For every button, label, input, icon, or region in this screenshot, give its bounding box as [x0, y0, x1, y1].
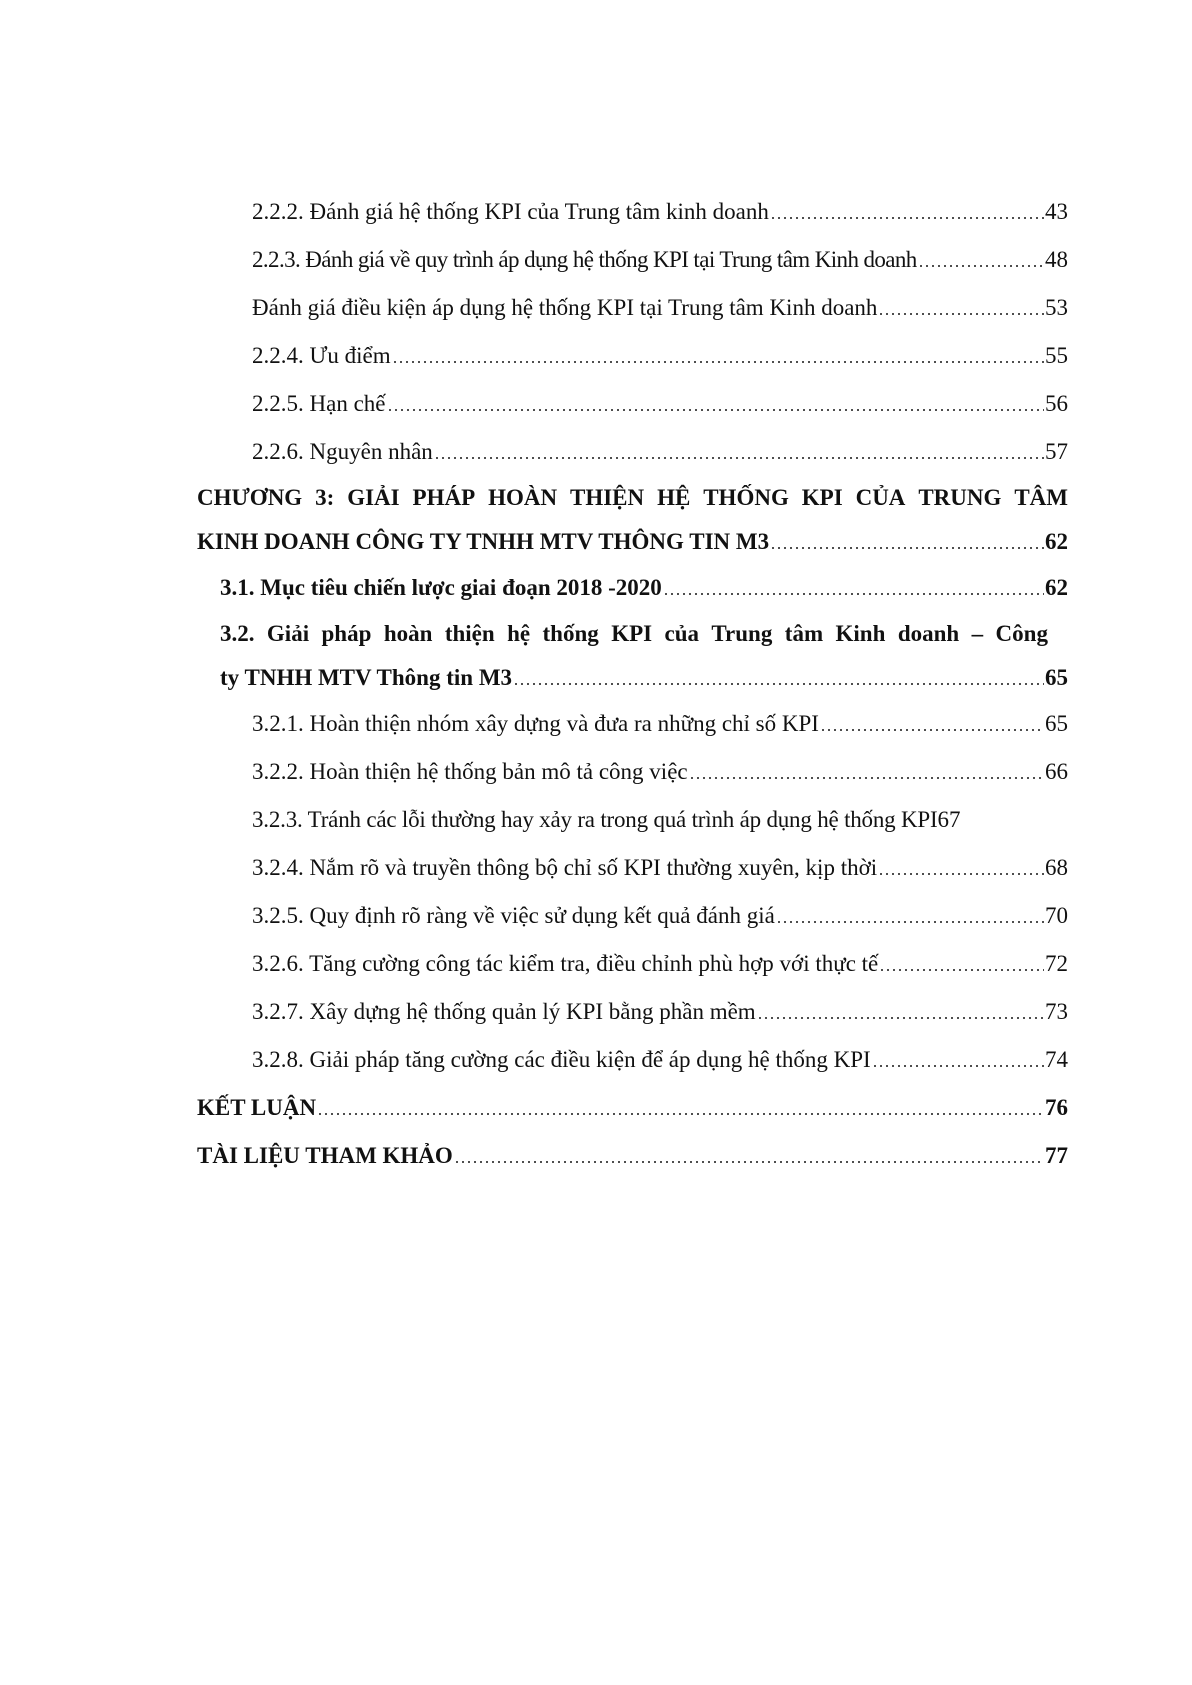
title-word: tâm — [784, 621, 824, 646]
title-word: thiện — [444, 621, 495, 646]
title-word: HOÀN — [488, 485, 558, 510]
dot-leader — [689, 762, 1044, 782]
title-word: HỆ — [657, 485, 691, 510]
toc-entry-title: 2.2.5. Hạn chế — [252, 391, 386, 416]
dot-leader — [454, 1146, 1044, 1166]
toc-entry-3-1[interactable] — [0, 564, 1068, 612]
title-word: Kinh — [835, 621, 886, 646]
toc-entry-3-2-5[interactable] — [0, 892, 1068, 940]
toc-entry-3-2-1[interactable] — [0, 700, 1068, 748]
title-word: TRUNG — [918, 485, 1002, 510]
title-word: THỐNG — [703, 485, 789, 510]
title-word: 3.2. — [220, 621, 255, 646]
title-word: doanh — [897, 621, 960, 646]
chapter-3-title-line-1 — [197, 476, 1068, 520]
toc-entry-title: 2.2.6. Nguyên nhân — [252, 439, 433, 464]
toc-entry-title: 3.1. Mục tiêu chiến lược giai đoạn 2018 -2020 — [220, 575, 662, 600]
toc-entry-title: 3.2.4. Nắm rõ và truyền thông bộ chỉ số KPI thường xuyên, kịp thời — [252, 855, 878, 880]
toc-entry-page: 70 — [1045, 903, 1068, 928]
toc-entry-page: 77 — [1045, 1143, 1068, 1168]
toc-entry-title: 3.2.5. Quy định rõ ràng về việc sử dụng kết quả đánh giá — [252, 903, 775, 928]
chapter-3-title-line-2 — [197, 520, 1068, 564]
toc-entry-page: 48 — [1045, 247, 1068, 272]
dot-leader — [757, 1002, 1044, 1022]
toc-entry-title: KINH DOANH CÔNG TY TNHH MTV THÔNG TIN M3 — [197, 529, 770, 554]
title-word: KPI — [611, 621, 653, 646]
title-word: CỦA — [855, 485, 906, 510]
title-word: pháp — [321, 621, 372, 646]
toc-entry-3-2-3[interactable] — [0, 796, 1068, 844]
dot-leader — [879, 954, 1044, 974]
toc-entry-title: 2.2.3. Đánh giá về quy trình áp dụng hệ thống KPI tại Trung tâm Kinh doanh — [252, 247, 917, 272]
title-word: của — [664, 621, 699, 646]
title-word: CHƯƠNG — [197, 485, 303, 510]
toc-entry-2-2-3[interactable] — [0, 236, 1068, 284]
title-word: Giải — [266, 621, 310, 646]
title-word: Công — [995, 621, 1048, 646]
toc-entry-page: 56 — [1045, 391, 1068, 416]
dot-leader — [434, 442, 1044, 462]
title-word: – — [971, 621, 984, 646]
toc-entry-title: TÀI LIỆU THAM KHẢO — [197, 1143, 453, 1168]
dot-leader — [663, 578, 1044, 598]
toc-entry-title: ty TNHH MTV Thông tin M3 — [220, 665, 513, 690]
toc-entry-3-2-4[interactable] — [0, 844, 1068, 892]
section-3-2-title-line-1 — [220, 612, 1048, 656]
toc-entry-2-2-6[interactable] — [0, 428, 1068, 476]
title-word: TÂM — [1014, 485, 1068, 510]
dot-leader — [820, 714, 1044, 734]
dot-leader — [770, 532, 1044, 552]
title-word: hoàn — [383, 621, 433, 646]
toc-entry-2-2-4[interactable] — [0, 332, 1068, 380]
toc-entry-3-2-6[interactable] — [0, 940, 1068, 988]
toc-entry-title: 3.2.3. Tránh các lỗi thường hay xảy ra trong quá trình áp dụng hệ thống KPI — [252, 807, 938, 832]
toc-entry-chapter-3[interactable] — [0, 476, 1068, 564]
toc-entry-page: 67 — [937, 807, 961, 832]
toc-entry-page: 53 — [1045, 295, 1068, 320]
toc-entry-title: 3.2.1. Hoàn thiện nhóm xây dựng và đưa ra những chỉ số KPI — [252, 711, 819, 736]
title-word: PHÁP — [412, 485, 476, 510]
toc-entry-2-2-2[interactable] — [0, 188, 1068, 236]
toc-entry-3-2-7[interactable] — [0, 988, 1068, 1036]
section-3-2-title-line-2 — [220, 656, 1068, 700]
toc-entry-3-2[interactable] — [0, 612, 1068, 700]
title-word: Trung — [711, 621, 773, 646]
toc-entry-title: 3.2.6. Tăng cường công tác kiểm tra, điều chỉnh phù hợp với thực tế — [252, 951, 879, 976]
dot-leader — [918, 250, 1044, 270]
dot-leader — [770, 202, 1044, 222]
dot-leader — [317, 1098, 1044, 1118]
toc-entry-page: 57 — [1045, 439, 1068, 464]
toc-entry-page: 62 — [1045, 575, 1068, 600]
dot-leader — [878, 858, 1044, 878]
toc-entry-3-2-2[interactable] — [0, 748, 1068, 796]
toc-entry-title: 2.2.2. Đánh giá hệ thống KPI của Trung tâm kinh doanh — [252, 199, 769, 224]
toc-entry-page: 62 — [1045, 529, 1068, 554]
toc-entry-page: 68 — [1045, 855, 1068, 880]
dot-leader — [387, 394, 1045, 414]
title-word: KPI — [801, 485, 843, 510]
title-word: thống — [542, 621, 599, 646]
toc-entry-title: 3.2.8. Giải pháp tăng cường các điều kiện để áp dụng hệ thống KPI — [252, 1047, 871, 1072]
toc-entry-page: 65 — [1045, 665, 1068, 690]
title-word: 3: — [315, 485, 335, 510]
toc-entry-dieu-kien[interactable] — [0, 284, 1068, 332]
dot-leader — [872, 1050, 1044, 1070]
dot-leader — [878, 298, 1044, 318]
dot-leader — [392, 346, 1044, 366]
toc-entry-page: 76 — [1045, 1095, 1068, 1120]
dot-leader — [513, 668, 1044, 688]
toc-entry-page: 74 — [1045, 1047, 1068, 1072]
title-word: GIẢI — [347, 485, 400, 510]
toc-entry-page: 43 — [1045, 199, 1068, 224]
toc-entry-page: 66 — [1045, 759, 1068, 784]
toc-entry-page: 65 — [1045, 711, 1068, 736]
title-word: THIỆN — [570, 485, 645, 510]
toc-entry-page: 72 — [1045, 951, 1068, 976]
toc-entry-title: KẾT LUẬN — [197, 1095, 317, 1120]
title-word: hệ — [507, 621, 531, 646]
toc-entry-page: 73 — [1045, 999, 1068, 1024]
toc-entry-tai-lieu-tham-khao[interactable] — [0, 1132, 1068, 1180]
dot-leader — [776, 906, 1044, 926]
toc-entry-title: 3.2.2. Hoàn thiện hệ thống bản mô tả công việc — [252, 759, 688, 784]
toc-entry-title: Đánh giá điều kiện áp dụng hệ thống KPI tại Trung tâm Kinh doanh — [252, 295, 878, 320]
table-of-contents — [0, 188, 1192, 1180]
toc-entry-2-2-5[interactable] — [0, 380, 1068, 428]
toc-entry-3-2-8[interactable] — [0, 1036, 1068, 1084]
toc-entry-page: 55 — [1045, 343, 1068, 368]
toc-entry-title: 2.2.4. Ưu điểm — [252, 343, 391, 368]
toc-entry-ket-luan[interactable] — [0, 1084, 1068, 1132]
toc-entry-title: 3.2.7. Xây dựng hệ thống quản lý KPI bằng phần mềm — [252, 999, 756, 1024]
